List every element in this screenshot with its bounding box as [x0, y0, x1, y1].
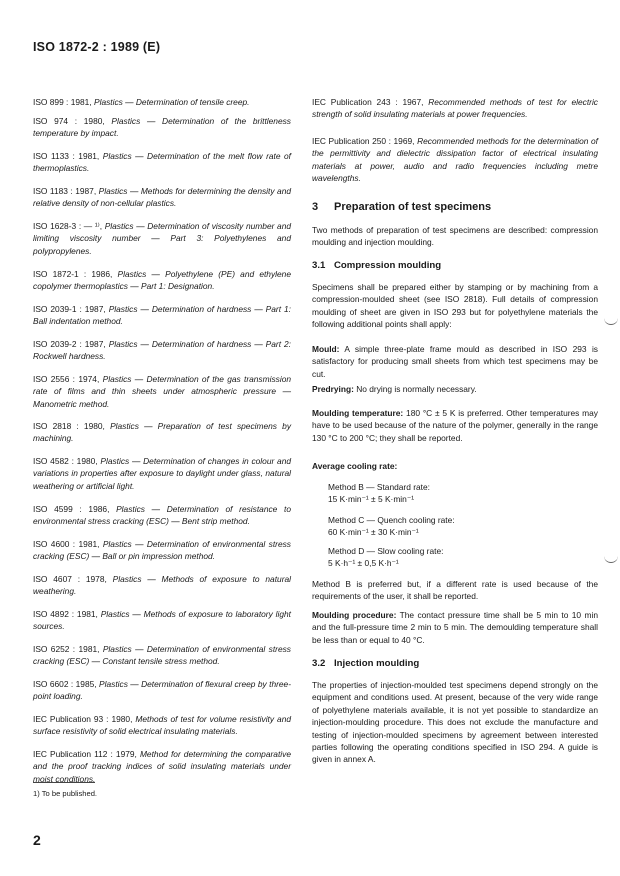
reference-item: ISO 1183 : 1987, Plastics — Methods for determining the density and relative density of non-cellular plastics.	[33, 186, 292, 209]
subsection-heading: 3.2 Injection moulding	[312, 658, 420, 669]
paragraph-cooling-label: Average cooling rate:	[312, 461, 398, 471]
section-intro: Two methods of preparation of test specimens are described: compression moulding and injection moulding.	[312, 225, 598, 248]
margin-mark	[604, 318, 618, 325]
reference-item: ISO 974 : 1980, Plastics — Determination of the brittleness temperature by impact.	[33, 116, 291, 139]
footnote-divider	[33, 782, 95, 783]
reference-item: ISO 6252 : 1981, Plastics — Determination of environmental stress cracking (ESC) — Constant tensile stress method.	[33, 644, 291, 667]
paragraph-predrying: Predrying: No drying is normally necessary.	[312, 384, 477, 394]
method-b-value: 15 K·min⁻¹ ± 5 K·min⁻¹	[328, 494, 415, 504]
reference-item: ISO 4892 : 1981, Plastics — Methods of exposure to laboratory light sources.	[33, 609, 291, 632]
margin-mark	[604, 556, 618, 563]
paragraph-mould: Mould: A simple three-plate frame mould as described in ISO 293 is satisfactory for producing small sheets from which test specimens may be cut.	[312, 344, 598, 379]
reference-item: IEC Publication 112 : 1979, Method for determining the comparative and the proof tracking indices of solid insulating materials under moist conditions.	[33, 749, 291, 784]
document-header: ISO 1872-2 : 1989 (E)	[33, 40, 161, 54]
paragraph-procedure: Moulding procedure: The contact pressure time shall be 5 min to 10 min and the full-pressure time 2 min to 5 min. The demoulding temperature shall be less than or equal to 40 °C.	[312, 610, 598, 645]
paragraph-method-note: Method B is preferred but, if a different rate is used because of the requirements of the user, it shall be reported.	[312, 579, 598, 602]
reference-item: ISO 4600 : 1981, Plastics — Determination of environmental stress cracking (ESC) — Ball or pin impression method.	[33, 539, 291, 562]
reference-item: ISO 1628-3 : — ¹⁾, Plastics — Determination of viscosity number and limiting viscosity number — Part 3: Polyethylenes and polypropylenes.	[33, 221, 292, 256]
reference-item: ISO 899 : 1981, Plastics — Determination of tensile creep.	[33, 97, 250, 107]
reference-item: IEC Publication 93 : 1980, Methods of test for volume resistivity and surface resistivity of solid electrical insulating materials.	[33, 714, 292, 737]
paragraph: Specimens shall be prepared either by stamping or by machining from a compression-moulded sheet (see ISO 2818). Full details of compression moulding of sheet are given in ISO 293 but for polyethylene materials the following additional points shall apply:	[312, 282, 598, 330]
reference-item: IEC Publication 243 : 1967, Recommended methods of test for electric strength of solid insulating materials at power frequencies.	[312, 97, 598, 120]
section-heading: 3 Preparation of test specimens	[312, 201, 492, 213]
footnote: 1) To be published.	[33, 789, 98, 798]
method-c-value: 60 K·min⁻¹ ± 30 K·min⁻¹	[328, 527, 419, 537]
paragraph: The properties of injection-moulded test specimens depend strongly on the equipment and conditions used. At present, because of the very wide range of polyethylene materials available, it is not yet possible to standardize an injection-moulding procedure. This does not exclude the manufacture and testing of injection-moulded specimens by agreement between interested parties following the operating conditions specified in ISO 294. A guide is given in annex A.	[312, 680, 598, 765]
subsection-heading: 3.1 Compression moulding	[312, 260, 442, 271]
reference-item: ISO 2556 : 1974, Plastics — Determination of the gas transmission rate of films and thin sheets under atmospheric pressure — Manometric method.	[33, 374, 292, 409]
reference-item: ISO 2039-1 : 1987, Plastics — Determination of hardness — Part 1: Ball indentation method.	[33, 304, 292, 327]
reference-item: ISO 4582 : 1980, Plastics — Determination of changes in colour and variations in properties after exposure to daylight under glass, natural weathering or artificial light.	[33, 456, 292, 491]
method-b-name: Method B — Standard rate:	[328, 482, 430, 492]
reference-item: ISO 4607 : 1978, Plastics — Methods of exposure to natural weathering.	[33, 574, 291, 597]
reference-item: ISO 1133 : 1981, Plastics — Determination of the melt flow rate of thermoplastics.	[33, 151, 291, 174]
reference-item: IEC Publication 250 : 1969, Recommended methods for the determination of the permittivity and dielectric dissipation factor of electrical insulating materials at power, audio and radio frequencies including metre wavelengths.	[312, 136, 599, 184]
reference-item: ISO 1872-1 : 1986, Plastics — Polyethylene (PE) and ethylene copolymer thermoplastics — Part 1: Designation.	[33, 269, 291, 292]
reference-item: ISO 2818 : 1980, Plastics — Preparation of test specimens by machining.	[33, 421, 292, 444]
reference-item: ISO 4599 : 1986, Plastics — Determination of resistance to environmental stress cracking (ESC) — Bent strip method.	[33, 504, 292, 527]
method-c-name: Method C — Quench cooling rate:	[328, 515, 455, 525]
reference-item: ISO 6602 : 1985, Plastics — Determination of flexural creep by three-point loading.	[33, 679, 291, 702]
reference-item: ISO 2039-2 : 1987, Plastics — Determination of hardness — Part 2: Rockwell hardness.	[33, 339, 292, 362]
method-d-value: 5 K·h⁻¹ ± 0,5 K·h⁻¹	[328, 558, 399, 568]
paragraph-temperature: Moulding temperature: 180 °C ± 5 K is preferred. Other temperatures may have to be used because of the nature of the polymer, generally in the range 130 °C to 200 °C; they shall be reported.	[312, 408, 598, 443]
page-number: 2	[33, 832, 41, 848]
method-d-name: Method D — Slow cooling rate:	[328, 546, 444, 556]
